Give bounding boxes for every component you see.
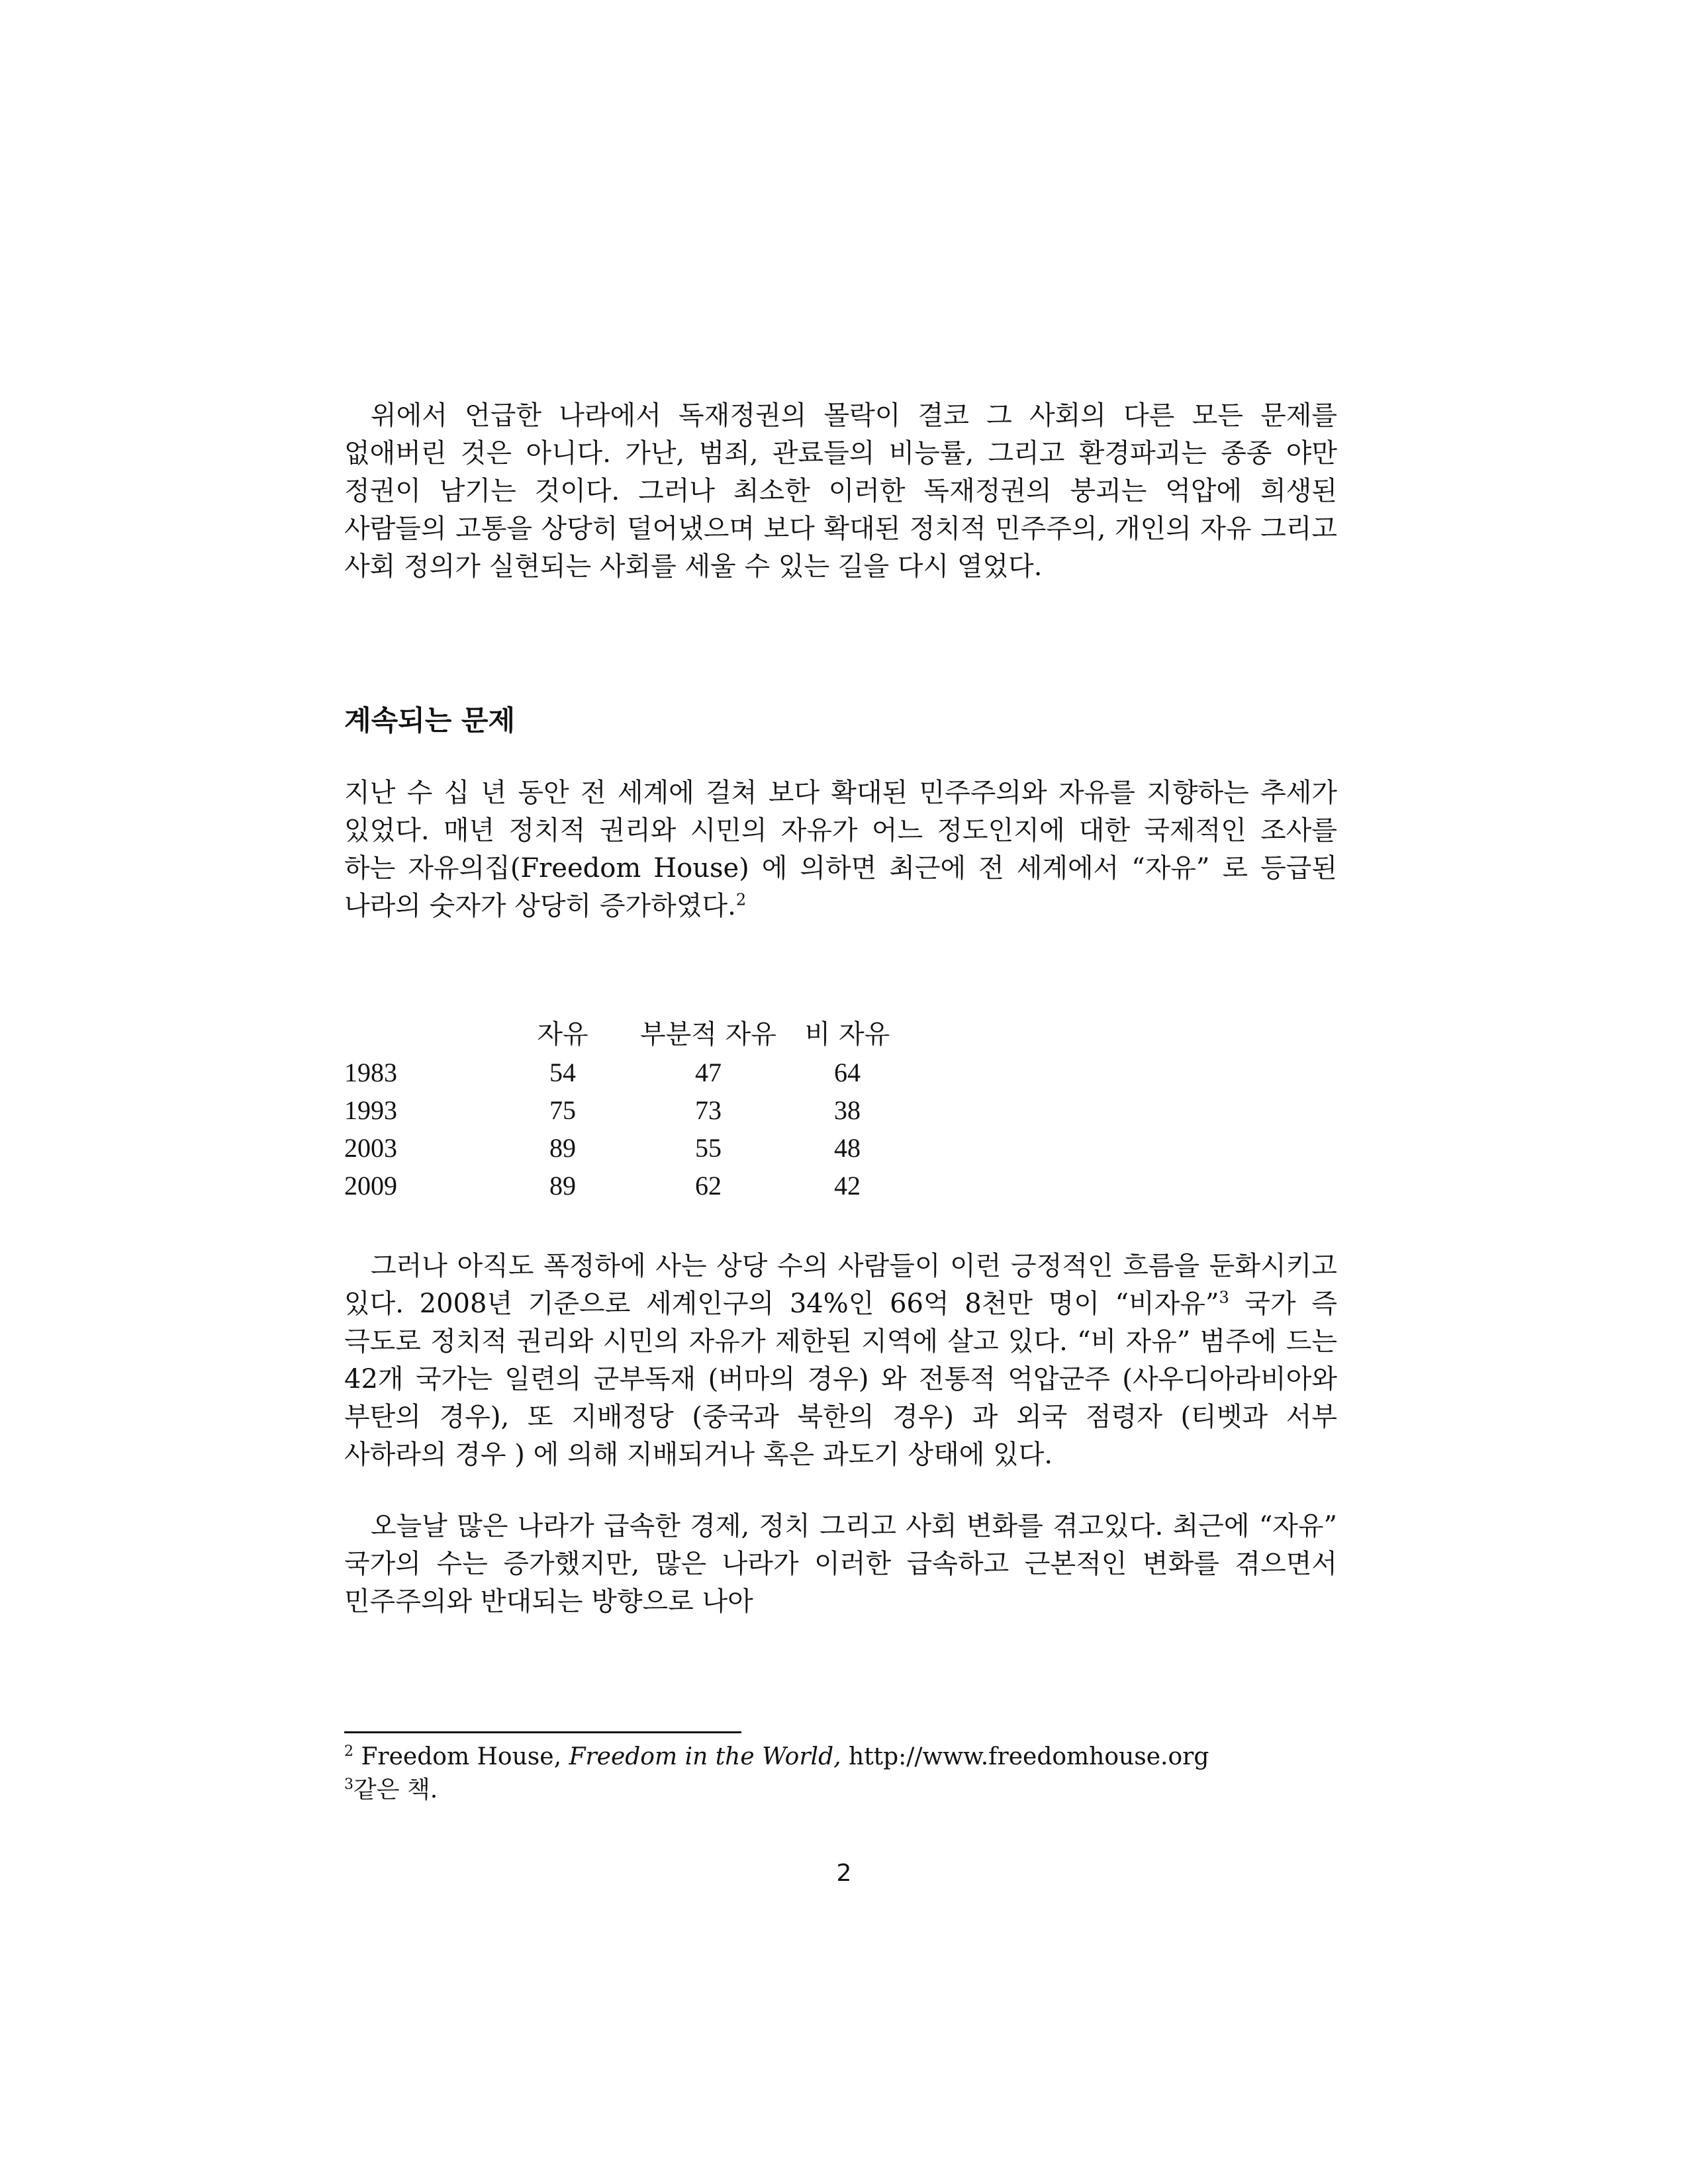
row-partly: 73 [695,1095,722,1125]
row-partly: 62 [695,1171,722,1201]
row-free: 54 [549,1058,576,1087]
row-partly: 47 [695,1058,722,1087]
row-year: 1983 [344,1058,397,1087]
header-partly-free: 부분적 자유 [640,1019,776,1050]
row-year: 2003 [344,1133,397,1163]
footnote-ref-2: 2 [735,890,747,909]
header-not-free: 비 자유 [804,1019,890,1050]
paragraph-3-before: 그러나 아직도 폭정하에 사는 상당 수의 사람들이 이런 긍정적인 흐름을 둔화시키고 있다. 2008년 기준으로 세계인구의 34%인 66억 8천만 명이 “비자유” [344,1251,1337,1319]
paragraph-4: 오늘날 많은 나라가 급속한 경제, 정치 그리고 사회 변화를 겪고있다. 최근에 “자유” 국가의 수는 증가했지만, 많은 나라가 이러한 급속하고 근본적인 변화를 겪으면서 민주주의와 반대되는 방향으로 나아 [344,1511,1337,1617]
paragraph-2-text: 지난 수 십 년 동안 전 세계에 걸쳐 보다 확대된 민주주의와 자유를 지향하는 추세가 있었다. 매년 정치적 권리와 시민의 자유가 어느 정도인지에 대한 국제적인 조사를 하는 자유의집(Freedom House) 에 의하면 최근에 전 세계에서 “자유” 로 등급된 나라의 숫자가 상당히 증가하였다. [344,778,1337,921]
paragraph-3 [344,1248,1337,1474]
row-not: 42 [834,1171,861,1201]
footnote-number: 2 [344,1743,353,1760]
footnote-number: 3 [344,1776,353,1793]
footnote-text: 같은 책. [353,1776,438,1803]
row-not: 48 [834,1133,861,1163]
row-free: 89 [549,1133,576,1163]
footnote-3 [344,1774,438,1807]
footnote-text: Freedom House, [353,1743,569,1770]
paragraph-2 [344,774,1337,925]
row-free: 75 [549,1095,576,1125]
paragraph-1: 위에서 언급한 나라에서 독재정권의 몰락이 결코 그 사회의 다른 모든 문제를 없애버린 것은 아니다. 가난, 범죄, 관료들의 비능률, 그리고 환경파괴는 종종 야만 정권이 남기는 것이다. 그러나 최소한 이러한 독재정권의 붕괴는 억압에 희생된 사람들의 고통을 상당히 덜어냈으며 보다 확대된 정치적 민주주의, 개인의 자유 그리고 사회 정의가 실현되는 사회를 세울 수 있는 길을 다시 열었다. [344,400,1337,582]
section-heading: 계속되는 문제 [344,704,516,737]
row-free: 89 [549,1171,576,1201]
row-year: 1993 [344,1095,397,1125]
footnote-title: Freedom in the World, [569,1743,841,1770]
footnote-ref-3: 3 [1219,1288,1229,1307]
header-free: 자유 [537,1019,588,1050]
paragraph-3-after: 국가 즉 극도로 정치적 권리와 시민의 자유가 제한된 지역에 살고 있다. “비 자유” 범주에 드는 42개 국가는 일련의 군부독재 (버마의 경우) 와 전통적 억압군주 (사우디아라비아와 부탄의 경우), 또 지배정당 (중국과 북한의 경우) 과 외국 점령자 (티벳과 서부 사하라의 경우 ) 에 의해 지배되거나 혹은 과도기 상태에 있다. [344,1289,1337,1470]
row-not: 64 [834,1058,861,1087]
row-partly: 55 [695,1133,722,1163]
footnote-2 [344,1741,1209,1774]
footnote-url: http://www.freedomhouse.org [841,1743,1209,1770]
row-year: 2009 [344,1171,397,1201]
footnote-separator [344,1731,741,1733]
row-not: 38 [834,1095,861,1125]
page-number: 2 [836,1860,852,1887]
